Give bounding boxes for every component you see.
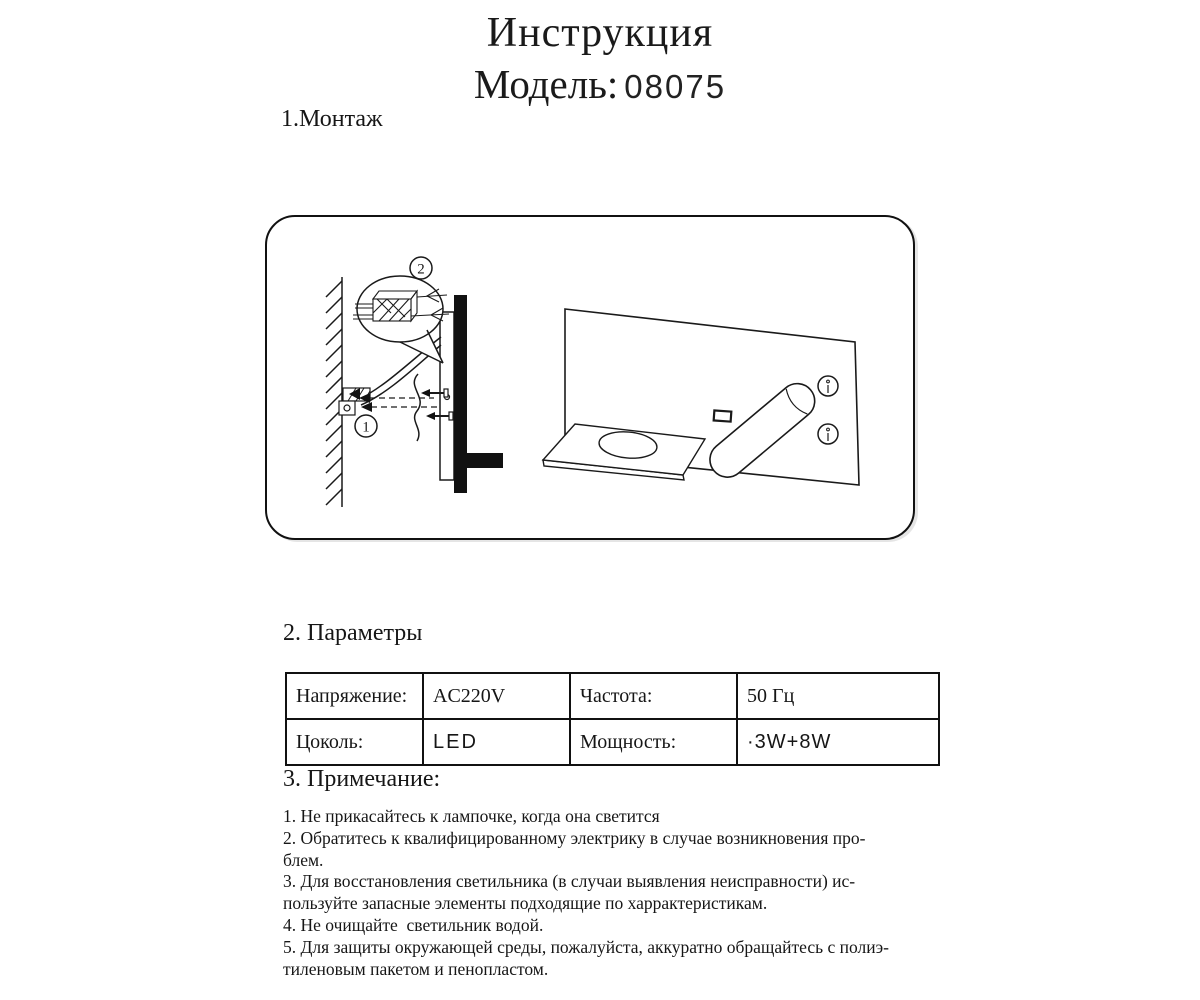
note-line: 4. Не очищайте светильник водой. — [283, 914, 544, 935]
param-label-voltage: Напряжение: — [286, 673, 423, 719]
table-row — [286, 719, 939, 765]
note-line: 3. Для восстановления светильника (в случаи выявления неисправности) ис- — [283, 871, 856, 892]
note-line: 5. Для защиты окружающей среды, пожалуйста, аккуратно обращайтесь с полиэ- — [283, 936, 889, 957]
notes-list — [283, 806, 889, 980]
note-line: 2. Обратитесь к квалифицированному электрику в случае возникновения про- — [283, 827, 866, 848]
direction-arrows — [359, 393, 438, 412]
step-2-badge — [410, 257, 432, 279]
section-heading-mounting: 1.Монтаж — [281, 106, 383, 132]
param-value-frequency: 50 Гц — [737, 673, 939, 719]
mounting-bracket-icon — [339, 388, 370, 415]
model-line — [0, 60, 1200, 111]
step-2-label: 2 — [417, 261, 425, 278]
model-label: Модель: — [473, 61, 619, 107]
lamp-side-view — [440, 295, 503, 493]
usb-port-icon — [714, 410, 732, 421]
note-line: 1. Не прикасайтесь к лампочке, когда она светится — [283, 806, 660, 826]
step-1-badge — [355, 415, 377, 437]
parameters-table — [285, 672, 940, 766]
section-heading-notes: 3. Примечание: — [283, 766, 441, 792]
wire-connector-callout — [353, 276, 449, 363]
param-label-socket: Цоколь: — [286, 719, 423, 765]
table-row — [286, 673, 939, 719]
note-line: тиленовым пакетом и пенопластом. — [283, 958, 549, 979]
page-title: Инструкция — [486, 10, 714, 56]
title-block — [0, 8, 1200, 111]
step-1-label: 1 — [362, 419, 370, 436]
lamp-perspective-view — [543, 309, 859, 485]
param-value-power: ·3W+8W — [737, 719, 939, 765]
mounting-diagram-svg — [267, 217, 913, 538]
note-line: пользуйте запасные элементы подходящие по харрактеристикам. — [283, 893, 768, 914]
section-heading-parameters: 2. Параметры — [283, 620, 423, 646]
param-label-power: Мощность: — [570, 719, 737, 765]
mounting-diagram — [265, 215, 915, 540]
param-label-frequency: Частота: — [570, 673, 737, 719]
switch-button-bottom-icon — [818, 424, 838, 444]
switch-button-top-icon — [818, 376, 838, 396]
param-value-voltage: AC220V — [423, 673, 570, 719]
wall-hatching-icon — [326, 277, 342, 507]
note-line: блем. — [283, 849, 324, 870]
model-number: 08075 — [624, 68, 727, 105]
param-value-socket: LED — [423, 719, 570, 765]
